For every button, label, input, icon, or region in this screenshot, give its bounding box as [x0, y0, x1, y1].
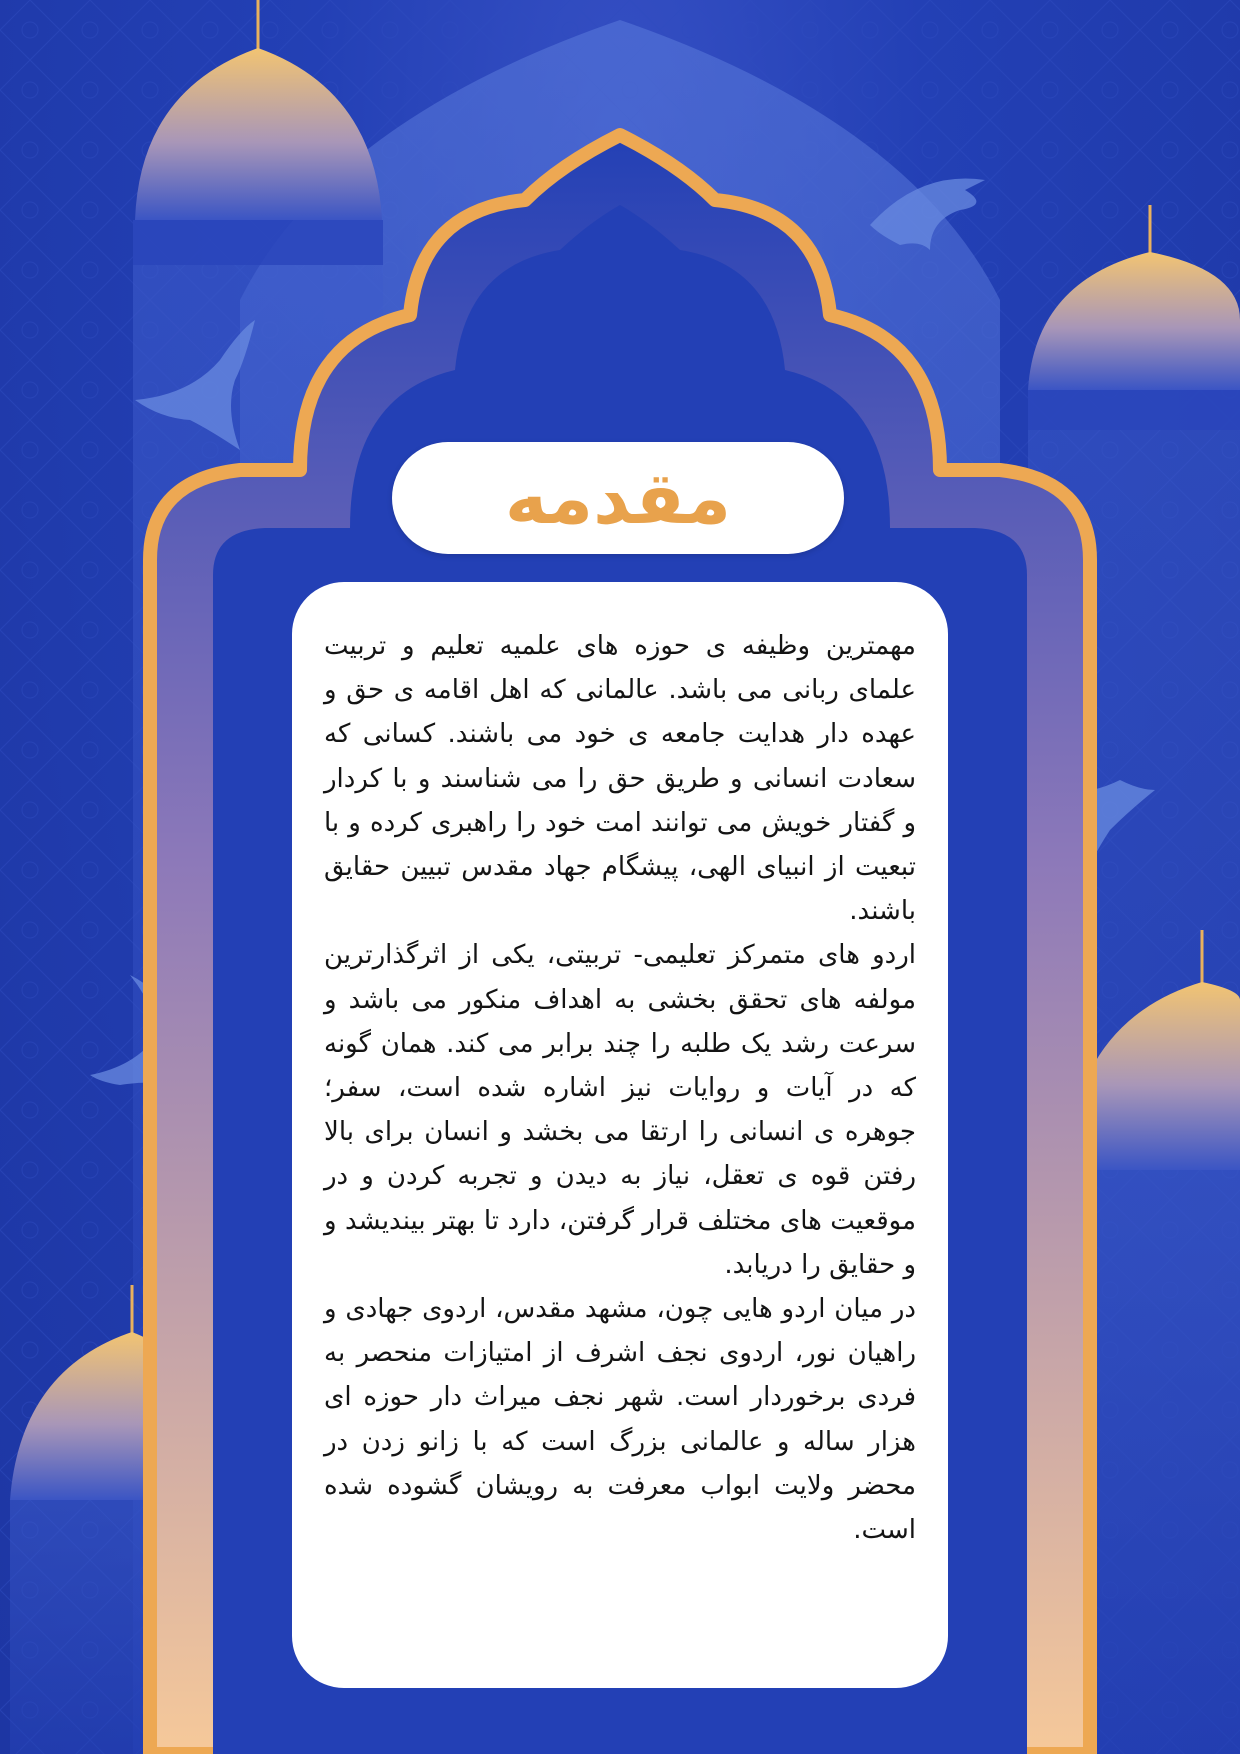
title-pill: [392, 442, 844, 554]
page-title: مقدمه: [504, 456, 732, 540]
content-card: [292, 582, 948, 1688]
paragraph-1: مهمترین وظیفه ی حوزه های علمیه تعلیم و تربیت علمای ربانی می باشد. عالمانی که اهل اقامه ی حق و عهده دار هدایت جامعه ی خود می باشند. کسانی که سعادت انسانی و طریق حق را می شناسند و با کردار و گفتار خویش می توانند امت خود را راهبری کرده و با تبعیت از انبیای الهی، پیشگام جهاد مقدس تبیین حقایق باشند.: [324, 631, 916, 927]
paragraph-2: اردو های متمرکز تعلیمی- تربیتی، یکی از اثرگذارترین مولفه های تحقق بخشی به اهداف منکور می باشد و سرعت رشد یک طلبه را چند برابر می کند. همان گونه که در آیات و روایات نیز اشاره شده است، سفر؛ جوهره ی انسانی را ارتقا می بخشد و انسان برای بالا رفتن قوه ی تعقل، نیاز به دیدن و تجربه کردن و در موقعیت های مختلف قرار گرفتن، دارد تا بهتر بیندیشد و و حقایق را دریابد.: [324, 940, 916, 1280]
paragraph-3: در میان اردو هایی چون، مشهد مقدس، اردوی جهادی و راهیان نور، اردوی نجف اشرف از امتیازات منحصر به فردی برخوردار است. شهر نجف میراث دار حوزه ای هزار ساله و عالمانی بزرگ است که با زانو زدن در محضر ولایت ابواب معرفت به رویشان گشوده شده است.: [324, 1294, 916, 1546]
